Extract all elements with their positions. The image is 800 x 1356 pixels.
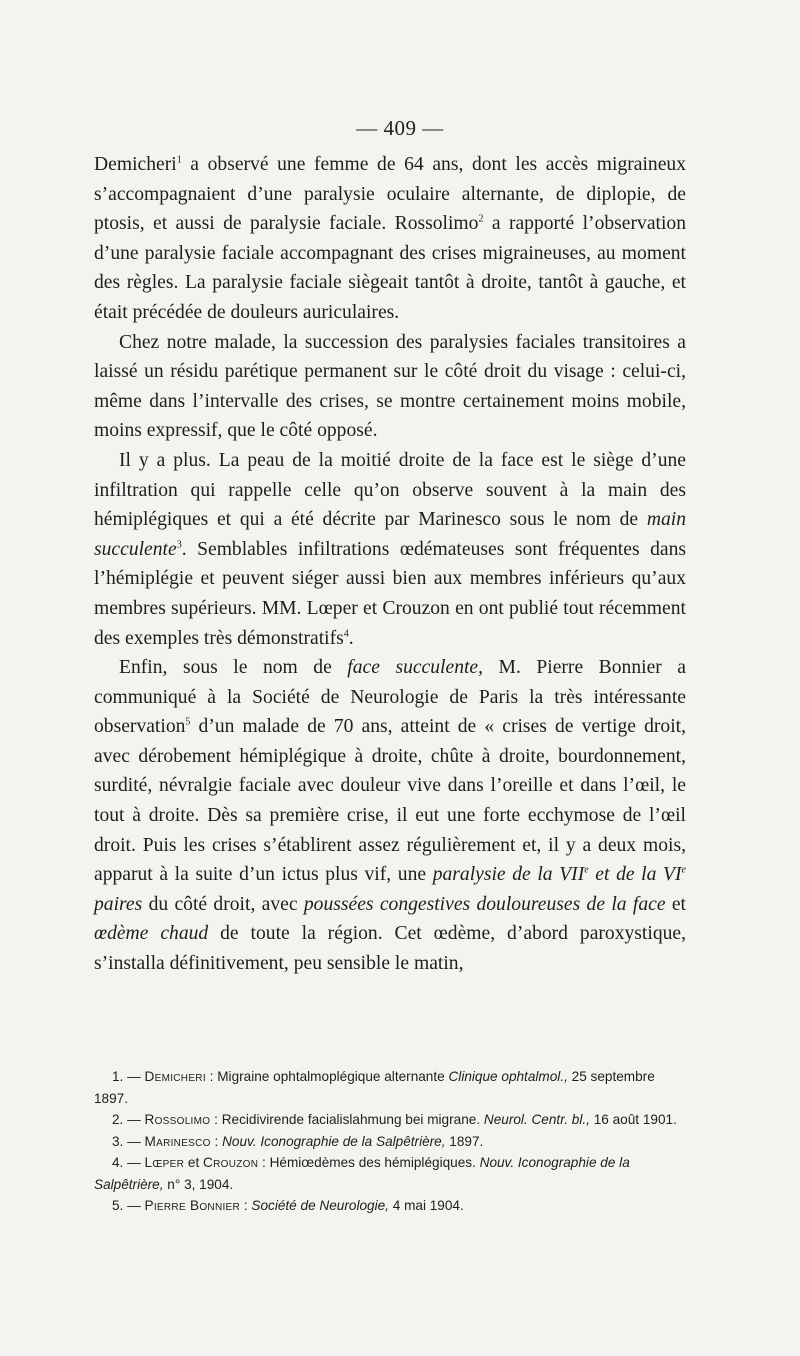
- paragraph: [94, 653, 686, 979]
- footnote-ref: 3: [176, 539, 182, 551]
- text-run: .: [348, 627, 354, 649]
- paragraph: [94, 328, 686, 446]
- text-run: 4. —: [112, 1155, 145, 1170]
- text-run: . Semblables infiltrations œdémateuses sont fréquentes dans l’hémiplégie et peuvent siéger aussi bien aux membres inférieurs qu’aux membres supérieurs. MM. Lœper et Crouzon en ont publié tout récemment des exemples très démonstratifs: [94, 538, 686, 649]
- text-run: poussées congestives douloureuses de la face: [303, 893, 666, 915]
- footnotes: [94, 1066, 686, 1217]
- author-name: Lœper: [144, 1155, 185, 1170]
- text-run: et: [665, 893, 687, 915]
- footnote: [94, 1109, 686, 1131]
- text-run: Il y a plus. La peau de la moitié droite de la face est le siège d’une infiltration qui rappelle celle qu’on observe souvent à la main des hémiplégiques et qui a été décrite par Marinesco sous le nom de: [94, 449, 686, 531]
- footnote: [94, 1066, 686, 1109]
- text-run: du côté droit, avec: [142, 893, 304, 915]
- text-run: d’un malade de 70 ans, atteint de « crises de vertige droit, avec dérobement hémiplégique à droite, chûte à droite, bourdonnement, surdité, névralgie faciale avec douleur vive dans l’oreille et dans l’œil, le tout à droite. Dès sa première crise, il eut une forte ecchymose de l’œil droit. Puis les crises s’établirent assez régulièrement et, il y a deux mois, apparut à la suite d’un ictus plus vif, une: [94, 716, 686, 886]
- text-run: paires: [94, 893, 143, 915]
- body-text: [94, 150, 686, 979]
- text-run: de toute la région. Cet œdème, d’abord paroxystique, s’installa définitivement, peu sensible le matin,: [94, 923, 687, 975]
- text-run: 25 septembre 1897.: [94, 1069, 655, 1106]
- text-run: :: [210, 1133, 223, 1149]
- text-run: 1. —: [112, 1069, 145, 1084]
- footnote-ref: 2: [478, 213, 484, 225]
- footnote-ref: e: [584, 864, 589, 876]
- author-name: Rossolimo: [144, 1112, 211, 1127]
- text-run: n° 3, 1904.: [163, 1176, 234, 1192]
- text-run: Société de Neurologie,: [251, 1198, 389, 1213]
- text-run: 5. —: [112, 1198, 145, 1213]
- footnote-ref: e: [681, 864, 686, 876]
- text-run: main succulente: [94, 509, 686, 560]
- text-run: Enfin, sous le nom de: [119, 657, 348, 679]
- author-name: Crouzon: [203, 1155, 259, 1170]
- footnote-ref: 5: [185, 716, 191, 728]
- text-run: 4 mai 1904.: [388, 1198, 464, 1213]
- text-run: paralysie de la VII: [432, 864, 585, 886]
- text-run: Chez notre malade, la succession des paralysies faciales transitoires a laissé un résidu parétique permanent sur le côté droit du visage : celui-ci, même dans l’intervalle des crises, se montre certainement moins mobile, moins expressif, que le côté opposé.: [94, 331, 686, 442]
- text-run: 16 août 1901.: [589, 1112, 677, 1127]
- footnote: [94, 1152, 686, 1195]
- text-run: Clinique ophtalmol.,: [448, 1069, 568, 1084]
- text-run: : Recidivirende facialislahmung bei migrane.: [210, 1112, 484, 1127]
- paragraph: [94, 446, 686, 653]
- text-run: œdème chaud: [94, 923, 209, 945]
- text-run: : Hémiœdèmes des hémiplégiques.: [258, 1155, 480, 1170]
- text-run: : Migraine ophtalmoplégique alternante: [205, 1069, 449, 1084]
- text-run: Neurol. Centr. bl.,: [483, 1112, 590, 1127]
- text-run: Demicheri: [94, 154, 177, 175]
- author-name: Pierre Bonnier: [144, 1198, 241, 1213]
- text-run: M. Pierre Bonnier a communiqué à la Société de Neurologie de Paris la très intéressante observation: [94, 657, 686, 738]
- text-run: face succulente,: [347, 657, 484, 679]
- text-run: 2. —: [112, 1112, 145, 1127]
- text-run: Nouv. Iconographie de la Salpêtrière,: [222, 1133, 446, 1149]
- text-run: a rapporté l’observation d’une paralysie faciale accompagnant des crises migraineuses, au moment des règles. La paralysie faciale siègeait tantôt à droite, tantôt à gauche, et était précédée de douleurs auriculaires.: [94, 213, 687, 323]
- text-run: 3. —: [112, 1133, 145, 1149]
- author-name: Demicheri: [144, 1069, 206, 1084]
- footnote: [94, 1195, 686, 1217]
- text-run: et: [184, 1155, 203, 1170]
- footnote-ref: 4: [343, 627, 349, 639]
- author-name: Marinesco: [144, 1133, 211, 1149]
- footnote-ref: 1: [176, 154, 182, 166]
- footnote: [94, 1131, 686, 1153]
- text-run: 1897.: [445, 1133, 484, 1149]
- text-run: :: [240, 1198, 252, 1213]
- paragraph: [94, 150, 686, 328]
- text-run: Nouv. Iconographie de la Salpêtrière,: [94, 1155, 630, 1192]
- text-run: et de la VI: [588, 864, 682, 886]
- text-run: a observé une femme de 64 ans, dont les accès migraineux s’accompagnaient d’une paralysie oculaire alternante, de diplopie, de ptosis, et aussi de paralysie faciale. Rossolimo: [94, 154, 686, 235]
- page-number: — 409 —: [356, 116, 444, 140]
